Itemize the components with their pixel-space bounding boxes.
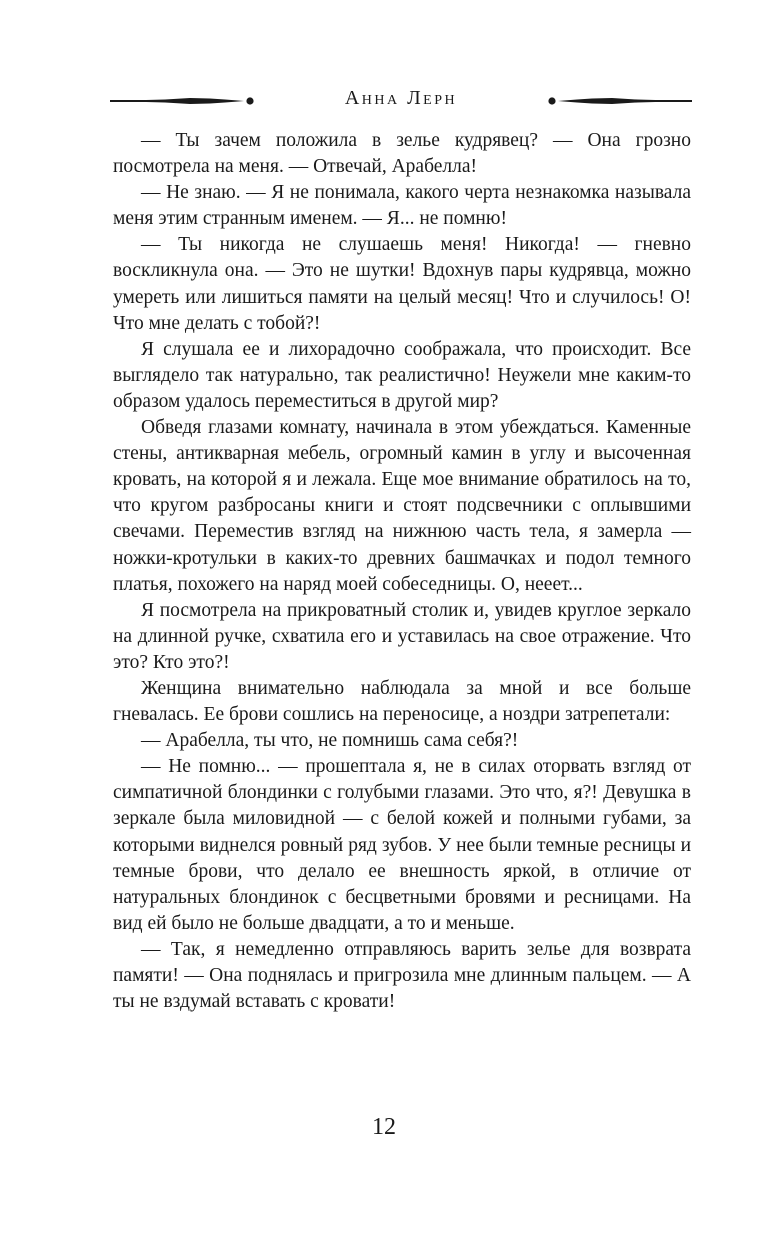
paragraph-4: Я слушала ее и лихорадочно соображала, что происходит. Все выглядело так натурально, так реалистично! Неужели мне каким-то образом удалось переместиться в другой мир? bbox=[113, 338, 691, 412]
page-number: 12 bbox=[372, 1114, 396, 1140]
paragraph-5: Обведя глазами комнату, начинала в этом убеждаться. Каменные стены, антикварная мебель, огромный камин в углу и высоченная кровать, на которой я и лежала. Еще мое внимание обратилось на то, что кругом разбросаны книги и стоят подсвечники с оплывшими свечами. Переместив взгляд на нижнюю часть тела, я замерла — ножки-кротульки в каких-то древних башмачках и подол темного платья, похожего на наряд моей собеседницы. О, нееет... bbox=[113, 417, 691, 595]
body-text bbox=[113, 128, 691, 1015]
right-ornament-icon bbox=[542, 84, 692, 118]
author-name: Анна Лерн bbox=[344, 87, 458, 109]
paragraph-10: — Так, я немедленно отправляюсь варить зелье для возврата памяти! — Она поднялась и пригрозила мне длинным пальцем. — А ты не вздумай вставать с кровати! bbox=[113, 938, 691, 1013]
paragraph-1: — Ты зачем положила в зелье кудрявец? — Она грозно посмотрела на меня. — Отвечай, Арабелла! bbox=[113, 130, 691, 178]
paragraph-2: — Не знаю. — Я не понимала, какого черта незнакомка называла меня этим странным именем. — Я... не помню! bbox=[113, 182, 691, 230]
paragraph-8: — Арабелла, ты что, не помнишь сама себя?! bbox=[141, 730, 519, 752]
paragraph-3: — Ты никогда не слушаешь меня! Никогда! — гневно воскликнула она. — Это не шутки! Вдохнув пары кудрявца, можно умереть или лишиться памяти на целый месяц! Что и случилось! О! Что мне делать с тобой?! bbox=[113, 234, 691, 334]
running-head bbox=[110, 84, 692, 118]
paragraph-9: — Не помню... — прошептала я, не в силах оторвать взгляд от симпатичной блондинки с голубыми глазами. Это что, я?! Девушка в зеркале была миловидной — с белой кожей и полными губами, за которыми виднелся ровный ряд зубов. У нее были темные ресницы и темные брови, что делало ее внешность яркой, в отличие от натуральных блондинок с бесцветными бровями и ресницами. На вид ей было не больше двадцати, а то и меньше. bbox=[113, 756, 691, 934]
paragraph-6: Я посмотрела на прикроватный столик и, увидев круглое зеркало на длинной ручке, схватила его и уставилась на свое отражение. Что это? Кто это?! bbox=[113, 599, 691, 673]
paragraph-7: Женщина внимательно наблюдала за мной и все больше гневалась. Ее брови сошлись на переносице, а ноздри затрепетали: bbox=[113, 677, 691, 726]
